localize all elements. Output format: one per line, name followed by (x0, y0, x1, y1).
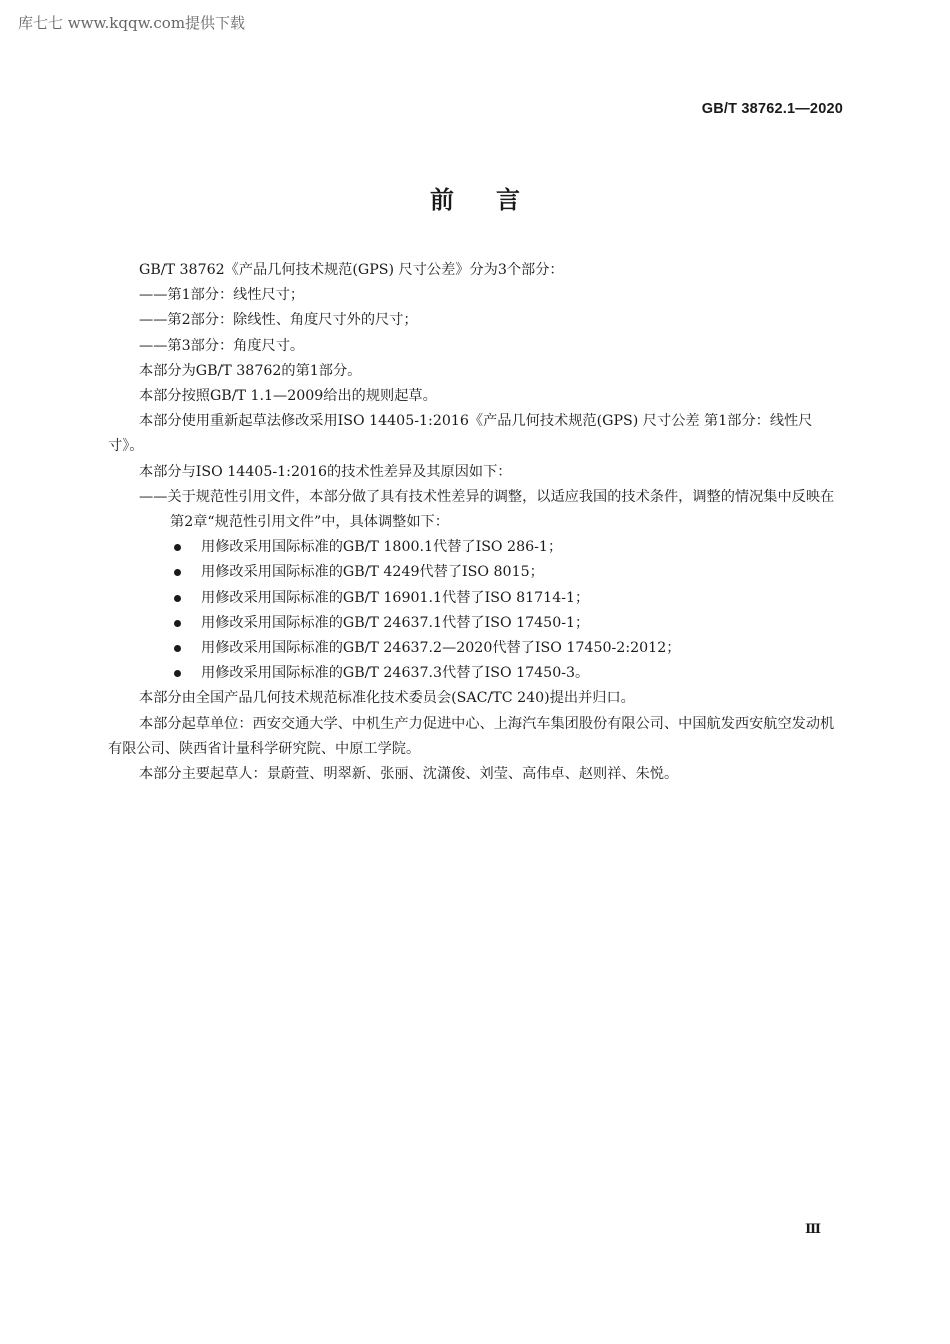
bullet-icon (174, 569, 181, 576)
this-part-paragraph: 本部分为GB/T 38762的第1部分。 (139, 362, 362, 379)
standard-code: GB/T 38762.1—2020 (701, 101, 843, 117)
adjustment-list-item (108, 661, 844, 686)
adjustment-list-item (108, 636, 844, 661)
bullet-icon (174, 670, 181, 677)
adjustment-list-item (108, 586, 844, 611)
differences-item: ——关于规范性引用文件，本部分做了具有技术性差异的调整，以适应我国的技术条件，调整的情况集中反映在第2章“规范性引用文件”中，具体调整如下： (139, 488, 835, 531)
bullet-icon (174, 645, 181, 652)
drafters-paragraph: 本部分主要起草人：景蔚萱、明翠新、张丽、沈潇俊、刘莹、高伟卓、赵则祥、朱悦。 (139, 766, 679, 783)
part-list-item: ——第3部分：角度尺寸。 (139, 337, 305, 354)
bullet-icon (174, 544, 181, 551)
page-title: 前言 (430, 186, 562, 214)
proposed-by-paragraph: 本部分由全国产品几何技术规范标准化技术委员会(SAC/TC 240)提出并归口。 (139, 690, 635, 707)
adjustment-text: 用修改采用国际标准的GB/T 24637.2—2020代替了ISO 17450-2:2012； (201, 640, 681, 657)
adjustment-text: 用修改采用国际标准的GB/T 24637.3代替了ISO 17450-3。 (201, 665, 590, 682)
drafting-units-paragraph: 本部分起草单位：西安交通大学、中机生产力促进中心、上海汽车集团股份有限公司、中国航发西安航空发动机有限公司、陕西省计量科学研究院、中原工学院。 (108, 715, 835, 757)
bullet-icon (174, 595, 181, 602)
adjustment-text: 用修改采用国际标准的GB/T 24637.1代替了ISO 17450-1； (201, 614, 590, 631)
differences-intro-paragraph: 本部分与ISO 14405-1:2016的技术性差异及其原因如下： (139, 463, 512, 480)
part-list-item: ——第1部分：线性尺寸； (139, 287, 305, 304)
adjustment-text: 用修改采用国际标准的GB/T 16901.1代替了ISO 81714-1； (201, 589, 590, 606)
adoption-paragraph: 本部分使用重新起草法修改采用ISO 14405-1:2016《产品几何技术规范(GPS) 尺寸公差 第1部分：线性尺寸》。 (108, 413, 813, 455)
adjustment-list-item (108, 560, 844, 585)
adjustment-list-item (108, 535, 844, 560)
adjustment-text: 用修改采用国际标准的GB/T 4249代替了ISO 8015； (201, 564, 544, 581)
page-number: Ⅲ (805, 1222, 821, 1237)
watermark-text: 库七七 www.kqqw.com提供下载 (18, 14, 246, 32)
part-list-item: ——第2部分：除线性、角度尺寸外的尺寸； (139, 312, 418, 329)
drafting-rules-paragraph: 本部分按照GB/T 1.1—2009给出的规则起草。 (139, 388, 437, 405)
adjustment-list (108, 535, 844, 686)
intro-paragraph: GB/T 38762《产品几何技术规范(GPS) 尺寸公差》分为3个部分： (139, 262, 564, 278)
adjustment-list-item (108, 611, 844, 636)
foreword-body (108, 258, 844, 787)
bullet-icon (174, 620, 181, 627)
adjustment-text: 用修改采用国际标准的GB/T 1800.1代替了ISO 286-1； (201, 539, 563, 556)
